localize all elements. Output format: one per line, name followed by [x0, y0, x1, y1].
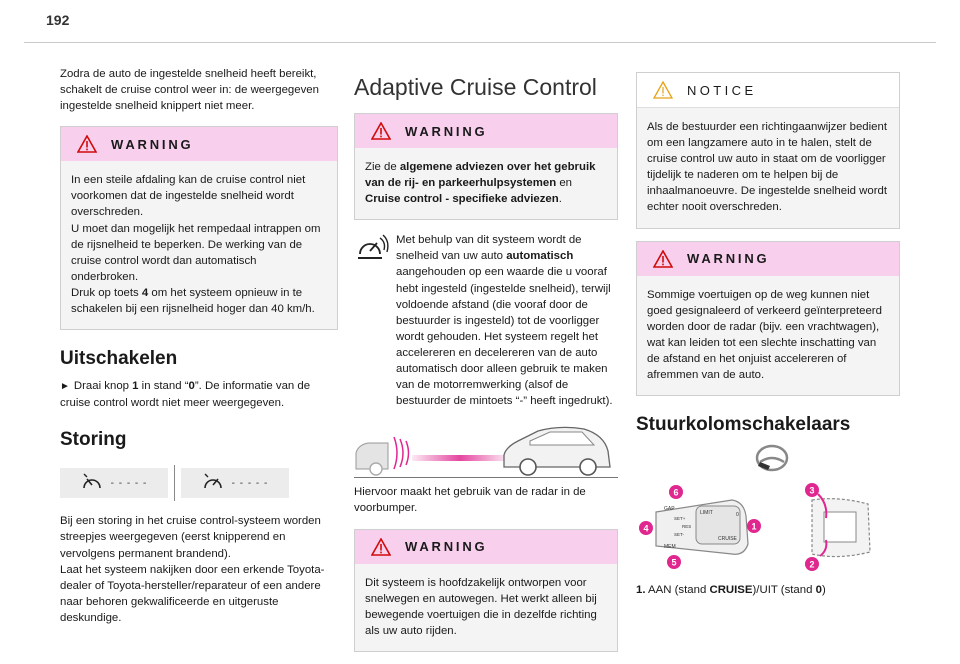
warning-line: U moet dan mogelijk het rempedaal intrappen om de rijsnelheid te beperken. De werking van de cruise control wordt dan automatisch onderbroken. — [71, 222, 321, 283]
warning-title: WARNING — [687, 251, 770, 267]
stalk-label: 0 — [736, 512, 739, 519]
header-divider — [24, 42, 936, 43]
acc-intro-text: Met behulp van dit systeem wordt de snelheid van uw auto automatisch aangehouden op een waarde die u vooraf hebt ingesteld (ingestelde snelheid), terwijl voldoende afstand (die vooraf door de bestuurder is ingesteld) tot de voorligger wordt gehouden. Het systeem regelt het accelereren en decelereren van de auto automatisch door alleen gebruik te maken van de motorremwerking (alsof de bestuurder de mintoets “-” heeft ingedrukt). — [396, 234, 613, 408]
page-number: 192 — [46, 12, 70, 28]
warning-title: WARNING — [405, 123, 488, 139]
notice-title: NOTICE — [687, 82, 757, 98]
notice-triangle-icon — [653, 81, 673, 99]
warning-triangle-icon — [371, 122, 391, 140]
warning-triangle-icon — [77, 135, 97, 153]
storing-text-1: Bij een storing in het cruise control-systeem worden streepjes weergegeven (eerst knipperend en vervolgens permanent brandend). — [60, 515, 321, 560]
warning-body — [355, 148, 617, 219]
warning-box-radar — [636, 241, 900, 397]
fault-display-icons — [60, 465, 338, 501]
car-radar-image — [354, 421, 618, 477]
storing-text-2: Laat het systeem nakijken door een erkende Toyota-dealer of Toyota-hersteller/reparateur of een andere naar behoren gekwalificeerde en uitgeruste deskundige. — [60, 563, 325, 624]
callout-1 — [747, 519, 761, 533]
callout-4 — [639, 521, 653, 535]
stalk-side-image — [798, 482, 888, 572]
svg-text:4: 4 — [643, 523, 649, 534]
svg-text:3: 3 — [809, 485, 815, 496]
uitschakelen-text: ► Draai knop 1 in stand “0”. De informatie van de cruise control wordt niet meer weergegeven. — [60, 380, 311, 410]
notice-header — [637, 73, 899, 108]
list-item-1: 1. AAN (stand CRUISE)/UIT (stand 0) — [636, 584, 826, 597]
fault-dashes: - - - - - — [231, 477, 269, 489]
warning-triangle-icon — [653, 250, 673, 268]
separator — [174, 465, 175, 501]
stalk-label: SET+ — [674, 516, 686, 522]
warning-body — [637, 276, 899, 396]
radar-text: Hiervoor maakt het gebruik van de radar in de voorbumper. — [354, 486, 586, 515]
cruise-stalk-image — [636, 482, 786, 572]
warning-text: Dit systeem is hoofdzakelijk ontworpen voor snelwegen en autowegen. Het werkt alleen bij bewegende voertuigen die in dezelfde richting als uw auto rijden. — [365, 576, 597, 637]
stalk-label: CRUISE — [718, 536, 737, 543]
warning-line: Druk op toets 4 om het systeem opnieuw in te schakelen bij een rijsnelheid hoger dan 40 km/h. — [71, 286, 315, 316]
warning-header — [355, 114, 617, 148]
arrow-right-icon: ► — [60, 381, 70, 393]
warning-line: In een steile afdaling kan de cruise control niet voorkomen dat de ingestelde snelheid wordt overschreden. — [71, 174, 306, 219]
warning-triangle-icon — [371, 538, 391, 556]
callout-6 — [669, 485, 683, 499]
notice-body — [637, 108, 899, 228]
stalk-illustration — [636, 482, 900, 572]
stalk-label: GAP — [664, 506, 675, 513]
fault-display-2 — [181, 468, 289, 498]
heading-storing: Storing — [60, 429, 127, 451]
warning-box-highway — [354, 529, 618, 652]
warning-header — [355, 530, 617, 564]
svg-text:1: 1 — [751, 521, 757, 532]
speedometer-icon — [81, 473, 103, 493]
stalk-label: SET- — [674, 532, 685, 538]
callout-2 — [805, 557, 819, 571]
warning-box-general — [354, 113, 618, 220]
column-right — [636, 66, 900, 598]
notice-text: Als de bestuurder een richtingaanwijzer bedient om een langzamere auto in te halen, stelt de cruise control uw auto in staat om de voorligger tijdelijk te naderen om te helpen bij de inhaalmanoeuvre. De ingestelde snelheid wordt echter nooit overschreden. — [647, 121, 887, 214]
notice-box — [636, 72, 900, 229]
section-title: Adaptive Cruise Control — [354, 74, 597, 100]
steering-wheel-icon — [754, 444, 790, 474]
svg-text:2: 2 — [809, 559, 815, 570]
warning-header — [61, 127, 337, 161]
callout-5 — [667, 555, 681, 569]
warning-header — [637, 242, 899, 276]
warning-body — [61, 161, 337, 329]
warning-box-descent — [60, 126, 338, 330]
svg-text:6: 6 — [673, 487, 679, 498]
heading-uitschakelen: Uitschakelen — [60, 348, 178, 370]
svg-text:5: 5 — [671, 557, 677, 568]
acc-intro — [354, 232, 618, 409]
fault-display-1 — [60, 468, 168, 498]
heading-stuurkolomschakelaars: Stuurkolomschakelaars — [636, 414, 851, 436]
warning-text: Sommige voertuigen op de weg kunnen niet goed gesignaleerd of verkeerd geïnterpreteerd worden door de radar (bijv. een vrachtwagen), wat kan leiden tot een slechte inschatting van de afstand en het onjuist accelereren of afremmen van de auto. — [647, 288, 882, 382]
adaptive-cruise-icon — [354, 232, 390, 262]
column-middle — [354, 66, 618, 664]
warning-body — [355, 564, 617, 651]
resume-text: Zodra de auto de ingestelde snelheid heeft bereikt, schakelt de cruise control weer in: de weergegeven ingestelde snelheid knippert niet meer. — [60, 68, 319, 113]
warning-text: Zie de algemene adviezen over het gebruik van de rij- en parkeerhulpsystemen en Cruise control - specifieke adviezen. — [365, 161, 596, 206]
column-left — [60, 66, 338, 626]
warning-title: WARNING — [111, 136, 194, 152]
warning-title: WARNING — [405, 539, 488, 554]
stalk-label: RES — [682, 524, 692, 530]
radar-car-illustration — [354, 421, 618, 478]
callout-3 — [805, 483, 819, 497]
stalk-label: MEM — [664, 544, 676, 551]
speedometer-icon — [202, 473, 224, 493]
fault-dashes: - - - - - — [110, 477, 148, 489]
stalk-label: LIMIT — [700, 510, 713, 517]
